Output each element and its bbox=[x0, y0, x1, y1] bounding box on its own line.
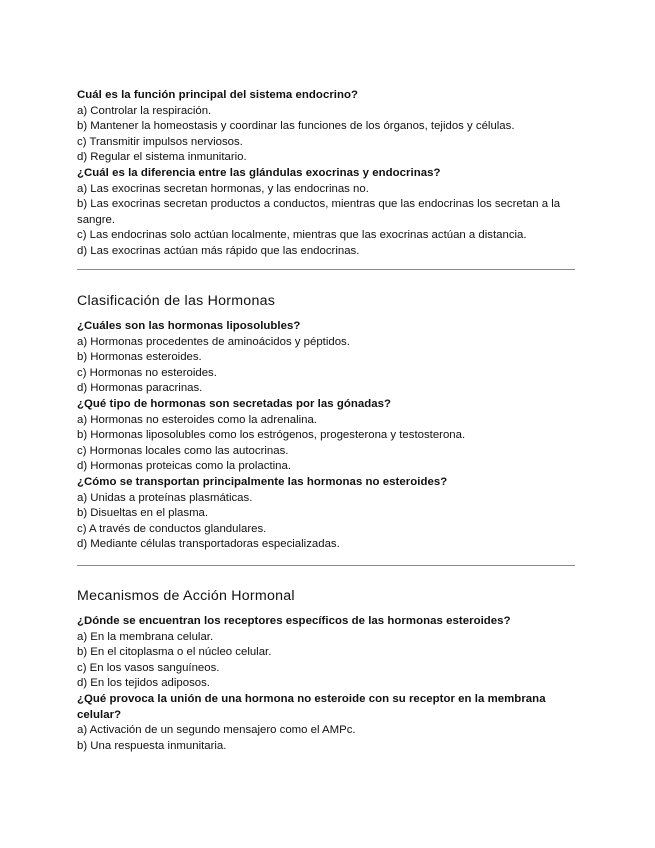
question-block bbox=[77, 397, 577, 475]
option: sangre. bbox=[77, 213, 115, 226]
option: a) Controlar la respiración. bbox=[77, 104, 212, 117]
section-divider bbox=[77, 565, 575, 566]
question: ¿Dónde se encuentran los receptores específicos de las hormonas esteroides? bbox=[77, 615, 511, 627]
section-title: Mecanismos de Acción Hormonal bbox=[77, 588, 295, 604]
question-block bbox=[77, 692, 577, 754]
section-mecanismos bbox=[77, 587, 577, 754]
option: c) Hormonas no esteroides. bbox=[77, 366, 217, 379]
option: d) En los tejidos adiposos. bbox=[77, 677, 210, 690]
option: a) En la membrana celular. bbox=[77, 630, 214, 643]
option: a) Las exocrinas secretan hormonas, y las endocrinas no. bbox=[77, 182, 369, 195]
option: c) En los vasos sanguíneos. bbox=[77, 661, 220, 674]
option: b) Hormonas esteroides. bbox=[77, 351, 202, 364]
intro-block bbox=[77, 88, 577, 260]
option: a) Hormonas no esteroides como la adrenalina. bbox=[77, 413, 317, 426]
question-block bbox=[77, 88, 577, 166]
option: a) Activación de un segundo mensajero como el AMPc. bbox=[77, 724, 356, 737]
option: b) En el citoplasma o el núcleo celular. bbox=[77, 646, 272, 659]
option: a) Unidas a proteínas plasmáticas. bbox=[77, 491, 253, 504]
option: c) A través de conductos glandulares. bbox=[77, 522, 267, 535]
option: c) Hormonas locales como las autocrinas. bbox=[77, 444, 289, 457]
option: c) Las endocrinas solo actúan localmente, mientras que las exocrinas actúan a distancia. bbox=[77, 229, 527, 242]
option: b) Una respuesta inmunitaria. bbox=[77, 739, 227, 752]
question: ¿Cuáles son las hormonas liposolubles? bbox=[77, 320, 301, 332]
option: d) Hormonas proteicas como la prolactina. bbox=[77, 460, 291, 473]
option: c) Transmitir impulsos nerviosos. bbox=[77, 135, 243, 148]
question-block bbox=[77, 614, 577, 692]
option: d) Hormonas paracrinas. bbox=[77, 382, 203, 395]
question-block bbox=[77, 319, 577, 397]
option: b) Mantener la homeostasis y coordinar las funciones de los órganos, tejidos y células. bbox=[77, 120, 515, 133]
option: b) Disueltas en el plasma. bbox=[77, 507, 209, 520]
section-clasificacion bbox=[77, 292, 577, 553]
option: d) Regular el sistema inmunitario. bbox=[77, 151, 247, 164]
option: b) Hormonas liposolubles como los estrógenos, progesterona y testosterona. bbox=[77, 429, 466, 442]
question-block bbox=[77, 475, 577, 553]
option: a) Hormonas procedentes de aminoácidos y péptidos. bbox=[77, 335, 350, 348]
question: Cuál es la función principal del sistema endocrino? bbox=[77, 89, 359, 101]
section-divider bbox=[77, 269, 575, 270]
section-title: Clasificación de las Hormonas bbox=[77, 293, 276, 309]
question: ¿Qué provoca la unión de una hormona no esteroide con su receptor en la membrana celular? bbox=[77, 692, 546, 721]
option: b) Las exocrinas secretan productos a conductos, mientras que las endocrinas los secretan a la bbox=[77, 198, 561, 211]
question: ¿Cómo se transportan principalmente las hormonas no esteroides? bbox=[77, 475, 448, 488]
question: ¿Cuál es la diferencia entre las glándulas exocrinas y endocrinas? bbox=[77, 166, 441, 179]
question: ¿Qué tipo de hormonas son secretadas por las gónadas? bbox=[77, 397, 392, 410]
question-block bbox=[77, 166, 577, 260]
option: d) Mediante células transportadoras especializadas. bbox=[77, 538, 340, 551]
option: d) Las exocrinas actúan más rápido que las endocrinas. bbox=[77, 244, 360, 257]
